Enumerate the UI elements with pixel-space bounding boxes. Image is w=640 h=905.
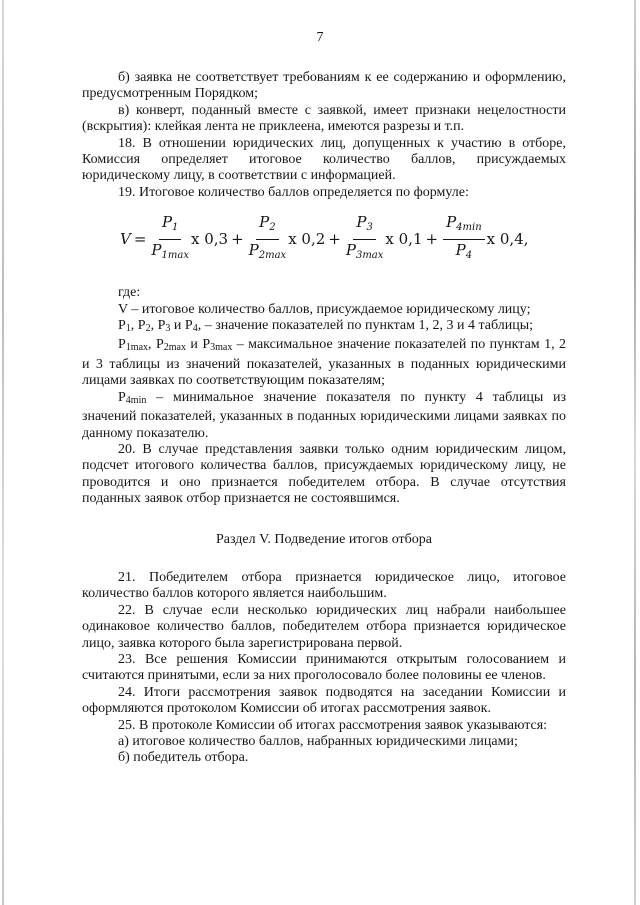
- section-title: Раздел V. Подведение итогов отбора: [215, 531, 433, 547]
- formula-t4-num: P: [446, 213, 457, 232]
- formula-fraction-1: [151, 214, 189, 264]
- formula-t3-den: P: [345, 240, 356, 259]
- formula-t1-coef: х 0,3: [190, 230, 229, 249]
- formula-t4-coef: х 0,4,: [486, 230, 529, 249]
- formula-t2-coef: х 0,2: [288, 230, 326, 249]
- formula-plus: +: [328, 230, 341, 249]
- formula-t3-num-sub: 3: [366, 222, 373, 234]
- formula-t1-num: P: [161, 213, 173, 232]
- formula-lhs: V: [120, 230, 131, 249]
- formula-t1-num-sub: 1: [172, 222, 179, 234]
- formula-fraction-3: [346, 214, 384, 264]
- paragraph-25: 25. В протоколе Комиссии об итогах рассмотрения заявок указываются:: [118, 717, 548, 733]
- score-formula: [120, 207, 566, 271]
- formula-t4-den: P: [455, 240, 466, 259]
- paragraph-22: 22. В случае если несколько юридических лиц набрали наибольшее одинаковое количество баллов, победителем отбора признается юридическое лицо, заявка которого была зарегистрирована первой.: [82, 602, 566, 651]
- paragraph-24: 24. Итоги рассмотрения заявок подводятся на заседании Комиссии и оформляются протоколом Комиссии об итогах рассмотрения заявок.: [82, 684, 566, 717]
- formula-equals: =: [133, 230, 147, 249]
- formula-t1-den-sub: 1max: [161, 249, 189, 261]
- paragraph-20: 20. В случае представления заявки только одним юридическим лицом, подсчет итогового количества баллов, присуждаемых юридическому лицу, не проводится и оно признается победителем отбора. В случае отсутствия поданных заявок отбор признается не состоявшимся.: [82, 441, 566, 507]
- paragraph-23: 23. Все решения Комиссии принимаются открытым голосованием и считаются принятыми, если за них проголосовало более половины ее членов.: [82, 651, 566, 684]
- document-body: [82, 70, 566, 767]
- paragraph-21: 21. Победителем отбора признается юридическое лицо, итоговое количество баллов которого является наибольшим.: [82, 569, 566, 602]
- scan-edge-right: [634, 0, 636, 905]
- formula-t3-den-sub: 3max: [355, 249, 384, 261]
- definition-pmax: P1max, P2max и P3max – максимальное значение показателей по пунктам 1, 2 и 3 таблицы из значений показателей, указанных в поданных юридическими лицами заявках по соответствующим показателям;: [82, 337, 566, 389]
- formula-t4-num-sub: 4min: [456, 222, 482, 234]
- paragraph-17b: б) заявка не соответствует требованиям к ее содержанию и оформлению, предусмотренным Порядком;: [82, 70, 566, 102]
- paragraph-25b: б) победитель отбора.: [118, 750, 249, 766]
- paragraph-17v: в) конверт, поданный вместе с заявкой, имеет признаки нецелостности (вскрытия): клейкая лента не приклеена, имеются разрезы и т.п.: [82, 102, 566, 135]
- formula-plus: +: [425, 230, 439, 249]
- formula-t2-num: P: [259, 213, 270, 232]
- where-label: где:: [118, 285, 141, 301]
- formula-plus: +: [231, 230, 244, 249]
- formula-fraction-2: [249, 214, 287, 264]
- scan-edge-left: [2, 0, 4, 905]
- page-number: 7: [316, 30, 324, 45]
- paragraph-18: 18. В отношении юридических лиц, допущенных к участию в отборе, Комиссия определяет итоговое количество баллов, присуждаемых юридическому лицу, в соответствии с информацией.: [82, 135, 566, 184]
- paragraph-19: 19. Итоговое количество баллов определяется по формуле:: [118, 184, 469, 200]
- definition-pmin: P4min – минимальное значение показателя по пункту 4 таблицы из значений показателей, указанных в поданных юридическими лицами заявках по данному показателю.: [82, 389, 566, 441]
- definition-p: P1, P2, P3 и P4, – значение показателей по пунктам 1, 2, 3 и 4 таблицы;: [118, 318, 534, 335]
- formula-t2-den: P: [248, 240, 259, 259]
- formula-t2-den-sub: 2max: [258, 249, 287, 261]
- formula-t3-num: P: [356, 213, 367, 232]
- paragraph-25a: а) итоговое количество баллов, набранных юридическими лицами;: [118, 734, 518, 749]
- formula-t4-den-sub: 4: [465, 249, 473, 261]
- definition-v: V – итоговое количество баллов, присуждаемое юридическому лицу;: [118, 301, 531, 317]
- formula-t3-coef: х 0,1: [385, 230, 423, 249]
- formula-t2-num-sub: 2: [269, 222, 276, 234]
- formula-fraction-4: [443, 214, 485, 264]
- formula-t1-den: P: [151, 240, 162, 259]
